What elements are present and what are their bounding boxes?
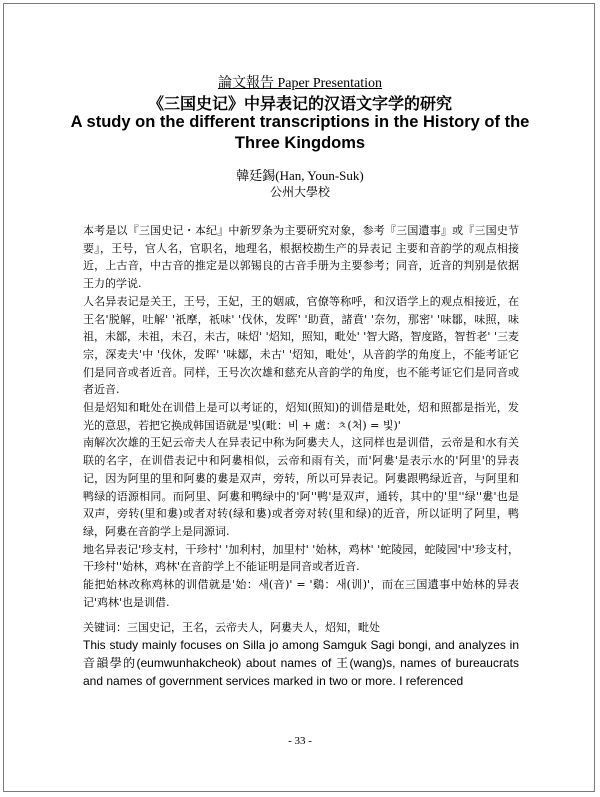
body-paragraph: 但是炤知和毗处在训借上是可以考证的，炤知(照知)的训借是毗处，炤和照都是指光，发光的意思，若把它换成韩国语就是'빛(毗：비 + 處：ㅊ(처) = 빛)' bbox=[83, 401, 519, 432]
page-number: - 33 - bbox=[288, 735, 312, 747]
body-paragraph: 地名异表记'珍支村，干珍村' '加利村，加里村' '始林，鸡林' '蛇陵园，蛇陵园'中'珍支村，干珍村''始林，鸡林'在音韵学上不能证明是同音或者近音. bbox=[83, 542, 519, 574]
author-name: 韓廷錫(Han, Youn-Suk) bbox=[236, 168, 364, 183]
body-paragraph: 本考是以『三国史记・本纪』中新罗条为主要研究对象，参考『三国遺事』或『三国史节要』，王号，官人名，官职名，地理名，根据校勘生产的异表记 主要和音韵学的观点相接近，上古音，中古音的推定是以郭锡良的古音手册为主要参考；同音，近音的判别是依据王力的学说. bbox=[83, 224, 519, 291]
paper-body bbox=[83, 222, 519, 690]
section-label bbox=[0, 72, 600, 92]
body-paragraph: 南解次次雄的王妃云帝夫人在异表记中称为阿婁夫人，这同样也是训借，云帝是和水有关联的名字，在训借表记中和阿婁相似，云帝和雨有关，而'阿婁'是表示水的'阿里'的异表记，因为阿里的里和阿婁的婁是双声，旁转，所以可异表记。阿婁跟鸭绿近音，与阿里和鸭绿的语源相同。而阿里、阿婁和鸭绿中的'阿''鸭'是双声，通转，其中的'里''绿''婁'也是双声，旁转(里和婁)或者对转(绿和婁)或者旁对转(里和绿)的近音，所以证明了阿里，鸭绿，阿婁在音韵学上是同源词. bbox=[83, 436, 519, 538]
keywords-line: 关键词：三国史记，王名，云帝夫人，阿婁夫人，炤知，毗处 bbox=[83, 621, 380, 635]
section-label-text: 論文報告 Paper Presentation bbox=[217, 76, 383, 91]
title-english: A study on the different transcriptions in the History of the Three Kingdoms bbox=[70, 113, 530, 152]
body-paragraph: 能把始林改称鸡林的训借就是'始：새(音)' = '鷄：새(训)'，而在三国遺事中始林的异表记'鸡林'也是训借. bbox=[83, 578, 519, 609]
body-paragraph: 人名异表记是关王，王号，王妃，王的姻戚，官僚等称呼，和汉语学上的观点相接近，在王名'脱解，吐解' '祇摩，祇味' '伐休，发晖' '助賁，諸賁' '奈勿，那密' '味鄒，味照，味祖，未鄒，未祖，未召，未古，味炤' '炤知，照知，毗处' '智大路，智度路，智哲老' '三麦宗，深麦夫'中 '伐休，发晖' '味鄒，未古' '炤知，毗处'，从音韵学的角度上，不能考证它们是同音或者近音。同样，王号次次雄和慈充从音韵学的角度，也不能考证它们是同音或者近音. bbox=[83, 294, 519, 397]
author-affiliation: 公州大學校 bbox=[269, 185, 330, 199]
title-chinese: 《三国史记》中异表记的汉语文字学的研究 bbox=[147, 94, 452, 113]
abstract-english: This study mainly focuses on Silla jo among Samguk Sagi bongi, and analyzes in 音韻學的(eumwunhakcheok) about names of 王(wang)s, names of bureaucrats and names of government services marked in two or more. I referenced bbox=[83, 638, 519, 688]
